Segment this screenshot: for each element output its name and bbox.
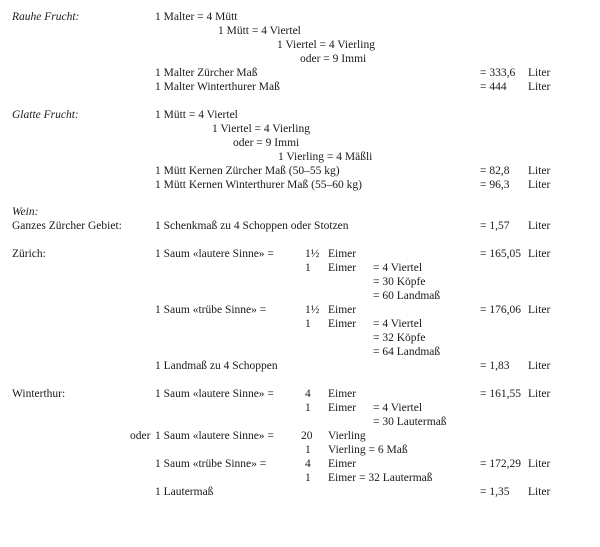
unit: Liter [528, 248, 551, 260]
line: 1 Landmaß zu 4 Schoppen [155, 360, 278, 372]
value: = 1,57 [480, 220, 510, 232]
line: = 30 Köpfe [373, 276, 426, 288]
line: 1 Viertel = 4 Vierling [212, 123, 310, 135]
line: Eimer [328, 458, 357, 470]
line: oder [130, 430, 151, 442]
line: oder = 9 Immi [233, 137, 300, 149]
line: Vierling = 6 Maß [328, 444, 408, 456]
section-title-glatte-frucht: Glatte Frucht: [12, 109, 79, 121]
line: 20 [301, 430, 313, 442]
unit: Liter [528, 304, 551, 316]
line: 1 Lautermaß [155, 486, 214, 498]
line: 1 Mütt Kernen Winterthurer Maß (55–60 kg) [155, 179, 362, 191]
line: 1 Mütt = 4 Viertel [155, 109, 238, 121]
value: = 165,05 [480, 248, 521, 260]
line: 1 Mütt = 4 Viertel [218, 25, 301, 37]
line: Eimer [328, 248, 357, 260]
section-title-winterthur: Winterthur: [12, 388, 66, 400]
line: 1 Saum «lautere Sinne» = [155, 388, 274, 400]
line: Vierling [328, 430, 366, 442]
value: = 161,55 [480, 388, 521, 400]
line: 1 Mütt Kernen Zürcher Maß (50–55 kg) [155, 165, 340, 177]
line: 1 Malter Winterthurer Maß [155, 81, 280, 93]
line: = 4 Viertel [373, 402, 423, 414]
value: = 82,8 [480, 165, 510, 177]
line: Eimer [328, 402, 357, 414]
line: = 30 Lautermaß [373, 416, 447, 428]
line: 1½ [305, 248, 320, 260]
value: = 1,35 [480, 486, 510, 498]
value: = 176,06 [480, 304, 521, 316]
value: = 333,6 [480, 67, 516, 79]
line: Eimer [328, 304, 357, 316]
value: = 1,83 [480, 360, 510, 372]
unit: Liter [528, 220, 551, 232]
value: = 172,29 [480, 458, 521, 470]
section-subtitle: Ganzes Zürcher Gebiet: [12, 220, 122, 232]
line: 1 Saum «trübe Sinne» = [155, 458, 267, 470]
line: 1 Schenkmaß zu 4 Schoppen oder Stotzen [155, 220, 349, 232]
unit: Liter [528, 179, 551, 191]
value: = 96,3 [480, 179, 510, 191]
line: 1 [305, 444, 311, 456]
line: 1 [305, 402, 311, 414]
line: 1 [305, 262, 311, 274]
line: = 4 Viertel [373, 318, 423, 330]
line: 1 Vierling = 4 Mäßli [278, 151, 373, 163]
line: 4 [305, 388, 311, 400]
line: Eimer [328, 318, 357, 330]
line: = 32 Köpfe [373, 332, 426, 344]
line: = 4 Viertel [373, 262, 423, 274]
unit: Liter [528, 67, 551, 79]
line: 4 [305, 458, 311, 470]
line: 1 [305, 318, 311, 330]
line: 1 Saum «lautere Sinne» = [155, 430, 274, 442]
line: Eimer [328, 262, 357, 274]
section-title-zuerich: Zürich: [12, 248, 46, 260]
line: = 64 Landmaß [373, 346, 441, 358]
line: 1 [305, 472, 311, 484]
line: = 60 Landmaß [373, 290, 441, 302]
section-title-rauhe-frucht: Rauhe Frucht: [12, 11, 80, 23]
line: 1 Malter = 4 Mütt [155, 11, 238, 23]
line: 1½ [305, 304, 320, 316]
line: 1 Saum «trübe Sinne» = [155, 304, 267, 316]
unit: Liter [528, 388, 551, 400]
line: Eimer = 32 Lautermaß [328, 472, 433, 484]
unit: Liter [528, 81, 551, 93]
unit: Liter [528, 360, 551, 372]
unit: Liter [528, 486, 551, 498]
unit: Liter [528, 165, 551, 177]
line: oder = 9 Immi [300, 53, 367, 65]
section-title-wein: Wein: [12, 206, 39, 218]
line: 1 Saum «lautere Sinne» = [155, 248, 274, 260]
line: 1 Malter Zürcher Maß [155, 67, 258, 79]
unit: Liter [528, 458, 551, 470]
line: Eimer [328, 388, 357, 400]
line: 1 Viertel = 4 Vierling [277, 39, 375, 51]
value: = 444 [480, 81, 507, 93]
